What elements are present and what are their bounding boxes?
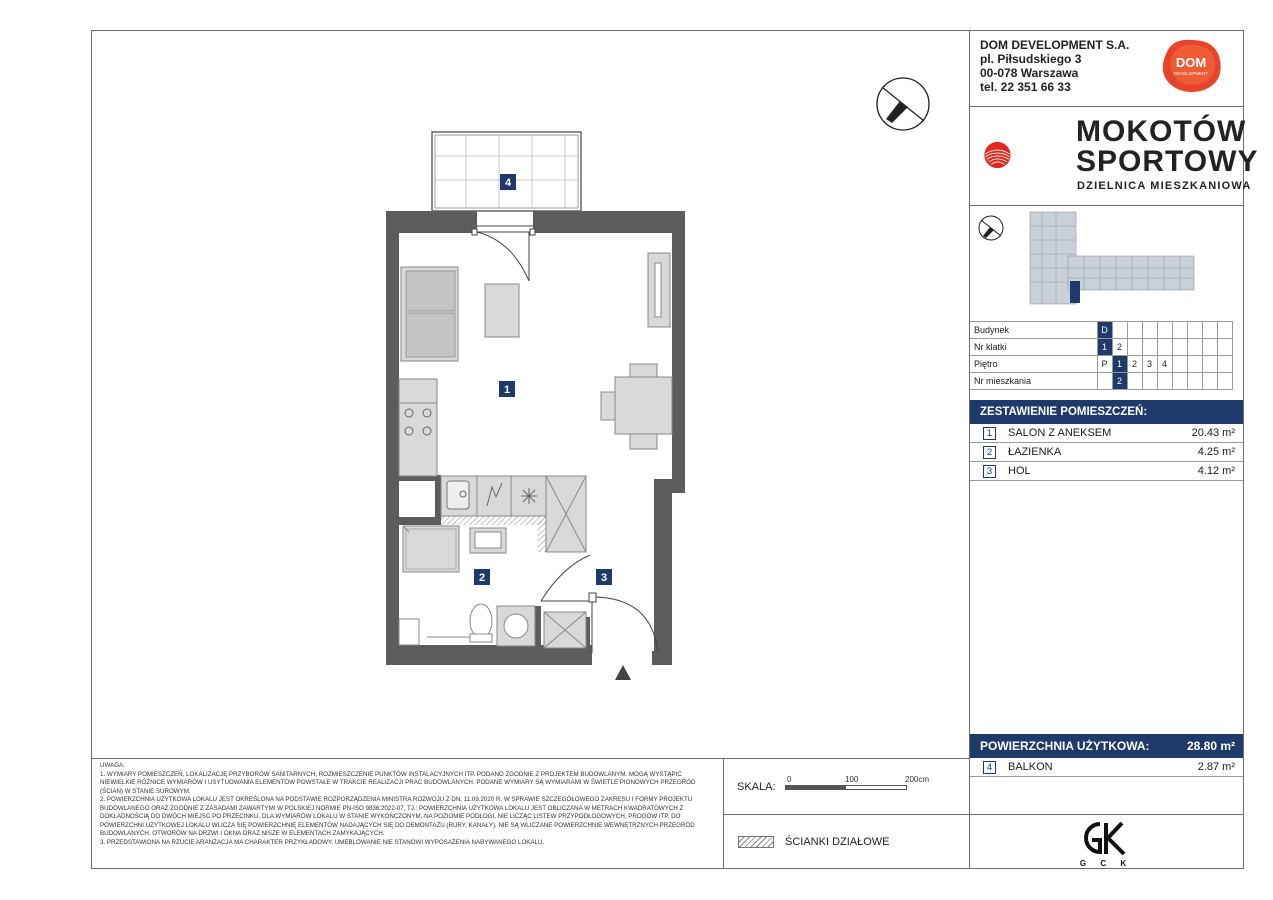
room-row <box>970 424 1243 443</box>
balcony-door <box>472 226 535 281</box>
room-badge-3 <box>596 569 612 585</box>
location-cell: 2 <box>1112 339 1127 356</box>
sofa <box>401 267 458 361</box>
dom-development-logo <box>1158 36 1224 94</box>
svg-text:4: 4 <box>504 177 512 189</box>
scale-ticks <box>785 775 945 785</box>
company-name: DOM DEVELOPMENT S.A. <box>980 38 1130 52</box>
location-cell <box>1112 322 1127 339</box>
svg-text:DOM: DOM <box>1175 55 1207 70</box>
location-cell <box>1127 322 1142 339</box>
room-badge-1 <box>499 381 515 397</box>
room-number: 1 <box>983 427 996 440</box>
scale-legend-divider <box>723 814 969 815</box>
location-table-row <box>970 373 1232 390</box>
rooms-heading: ZESTAWIENIE POMIESZCZEŃ: <box>970 400 1243 424</box>
location-cell: 1 <box>1097 339 1112 356</box>
location-cell <box>1172 322 1187 339</box>
hall-cabinet <box>544 612 586 648</box>
company-address: pl. Piłsudskiego 3 <box>980 52 1082 66</box>
room-row <box>970 443 1243 462</box>
partition-legend-label: ŚCIANKI DZIAŁOWE <box>785 836 890 848</box>
brand-title: MOKOTÓW SPORTOWY <box>1076 115 1259 178</box>
notes-block <box>100 762 718 847</box>
bathroom-door <box>541 555 590 601</box>
location-cell <box>1142 339 1157 356</box>
note-item: 2. POWIERZCHNIA UŻYTKOWA LOKALU JEST OKREŚLONA NA PODSTAWIE ROZPORZĄDZENIA MINISTRA ROZWOJU Z DN. 11.09.2020 R. W SPRAWIE SZCZEGÓŁOWEGO ZAKRESU I FORMY PROJEKTU BUDOWLANEGO ORAZ ZGODNIE Z ZASADAMI ZAWARTYMI W POLSKIEJ NORMIE PN-ISO 9836:2022-07, TJ.: POWIERZCHNIA UŻYTKOWA LOKALU JEST OBLICZANA W METRACH KWADRATOWYCH Z DOKŁADNOŚCIĄ DO DWÓCH MIEJSC PO PRZECINKU, DLA WYMIARÓW LOKALU W STANIE WYKOŃCZONYM, NA POZIOMIE PODŁOGI, NIE LICZĄC LISTEW PRZYPODŁOGOWYCH, PROGÓW ITP. DO POWIERZCHNI UŻYTKOWEJ LOKALU WLICZA SIĘ POWIERZCHNIĘ ELEMENTÓW NADAJĄCYCH SIĘ DO DEMONTAŻU (RURY, KANAŁY), NIE SĄ WLICZANE POWIERZCHNIE WEWNĘTRZNYCH PRZEGRÓD BUDOWLANYCH, OTWORÓW NA DRZWI I OKNA ORAZ NISZE W ELEMENTACH ZAMYKAJĄCYCH. <box>100 796 695 837</box>
room-area: 4.12 m² <box>1197 465 1235 477</box>
location-cell: D <box>1097 322 1112 339</box>
partition-wall <box>538 516 546 552</box>
location-cell <box>1217 373 1232 390</box>
location-cell: 3 <box>1142 356 1157 373</box>
notes-divider <box>92 758 969 759</box>
location-cell: 2 <box>1127 356 1142 373</box>
room-name: BALKON <box>1008 761 1053 773</box>
room-badge-4 <box>500 174 516 190</box>
location-cell <box>1172 356 1187 373</box>
location-cell <box>1187 322 1202 339</box>
balcony <box>432 132 581 211</box>
scale-tick: 100 <box>845 775 859 784</box>
scale-tick: 0 <box>787 775 792 784</box>
location-cell: P <box>1097 356 1112 373</box>
location-cell <box>1127 373 1142 390</box>
usable-area-bar <box>970 734 1243 758</box>
location-cell: 2 <box>1112 373 1127 390</box>
svg-text:DEVELOPMENT: DEVELOPMENT <box>1173 71 1209 76</box>
location-cell <box>1172 373 1187 390</box>
company-city: 00-078 Warszawa <box>980 66 1079 80</box>
location-cell <box>1142 322 1157 339</box>
floor-plan <box>92 31 969 758</box>
scale-bar <box>785 785 907 790</box>
location-table <box>970 321 1233 390</box>
svg-text:1: 1 <box>503 384 511 396</box>
room-number: 4 <box>983 761 996 774</box>
svg-text:3: 3 <box>600 572 608 584</box>
brand-subtitle: DZIELNICA MIESZKANIOWA <box>1077 180 1252 192</box>
room-area: 2.87 m² <box>1197 761 1235 773</box>
note-item: 1. WYMIARY POMIESZCZEŃ, LOKALIZACJĘ PRZYBORÓW SANITARNYCH, ROZMIESZCZENIE PUNKTÓW INSTALACYJNYCH ITP. PODANO ZGODNIE Z PROJEKTEM BUDOWLANYM. MOGĄ WYSTĄPIĆ NIEWIELKIE RÓŻNICE WYMIARÓW I USYTUOWANIA ELEMENTÓW POWSTAŁE W TRAKCIE REALIZACJI PRAC BUDOWLANYCH. PODANE WYMIARY SĄ WYMIARAMI W ŚWIETLE PIONOWYCH PRZEGRÓD (ŚCIAN) W STANIE SUROWYM. <box>100 770 696 795</box>
location-cell <box>1157 322 1172 339</box>
room-name: HOL <box>1008 465 1031 477</box>
location-cell: 1 <box>1112 356 1127 373</box>
location-cell <box>1127 339 1142 356</box>
location-cell <box>1187 356 1202 373</box>
svg-text:2: 2 <box>478 572 486 584</box>
tv-cabinet <box>648 253 670 327</box>
note-item: 3. PRZEDSTAWIONA NA RZUCIE ARANŻACJA MA CHARAKTER PRZYKŁADOWY, UMEBLOWANIE NIE STANOWI WYPOSAŻENIA NABYWANEGO LOKALU. <box>100 838 545 846</box>
room-number: 3 <box>983 465 996 478</box>
location-cell <box>1202 356 1217 373</box>
partition-legend-swatch <box>738 836 774 848</box>
partition-wall <box>441 516 546 525</box>
room-area: 20.43 m² <box>1191 427 1235 439</box>
room-row <box>970 462 1243 481</box>
company-phone: tel. 22 351 66 33 <box>980 80 1071 94</box>
location-table-row <box>970 322 1232 339</box>
location-row-label: Nr mieszkania <box>970 373 1097 390</box>
bathroom-fixtures <box>399 526 535 646</box>
location-cell <box>1157 373 1172 390</box>
pouf <box>485 284 519 337</box>
location-row-label: Budynek <box>970 322 1097 339</box>
company-info <box>980 38 1129 94</box>
building-key-plan <box>970 206 1243 319</box>
mokotow-sportowy-logo <box>984 114 1066 196</box>
location-cell <box>1217 356 1232 373</box>
location-cell: 4 <box>1157 356 1172 373</box>
location-cell <box>1217 322 1232 339</box>
balcony-row <box>970 758 1243 777</box>
location-cell <box>1097 373 1112 390</box>
location-cell <box>1202 322 1217 339</box>
panel-line-1 <box>970 106 1243 107</box>
scale-tick: 200cm <box>905 775 930 784</box>
svg-text:G C K: G C K <box>1079 859 1133 868</box>
location-cell <box>1202 373 1217 390</box>
entrance-door <box>589 593 658 653</box>
location-cell <box>1142 373 1157 390</box>
usable-area-value: 28.80 m² <box>1186 739 1235 753</box>
location-cell <box>1172 339 1187 356</box>
location-row-label: Nr klatki <box>970 339 1097 356</box>
location-table-row <box>970 356 1232 373</box>
selected-apartment-marker <box>1070 281 1080 303</box>
north-arrow-icon <box>877 78 929 130</box>
location-cell <box>1157 339 1172 356</box>
usable-area-label: POWIERZCHNIA UŻYTKOWA: <box>980 739 1150 753</box>
scale-label: SKALA: <box>737 781 776 793</box>
location-cell <box>1217 339 1232 356</box>
notes-title: UWAGA: <box>100 762 125 769</box>
gck-logo <box>1078 818 1134 868</box>
room-area: 4.25 m² <box>1197 446 1235 458</box>
room-name: SALON Z ANEKSEM <box>1008 427 1112 439</box>
room-name: ŁAZIENKA <box>1008 446 1062 458</box>
location-table-row <box>970 339 1232 356</box>
entrance-marker-icon <box>615 665 631 680</box>
location-row-label: Piętro <box>970 356 1097 373</box>
panel-line-3 <box>970 814 1243 815</box>
room-badge-2 <box>474 569 490 585</box>
dining-table <box>601 364 672 449</box>
location-cell <box>1187 339 1202 356</box>
north-arrow-icon <box>979 216 1003 240</box>
location-cell <box>1202 339 1217 356</box>
room-number: 2 <box>983 446 996 459</box>
location-cell <box>1187 373 1202 390</box>
